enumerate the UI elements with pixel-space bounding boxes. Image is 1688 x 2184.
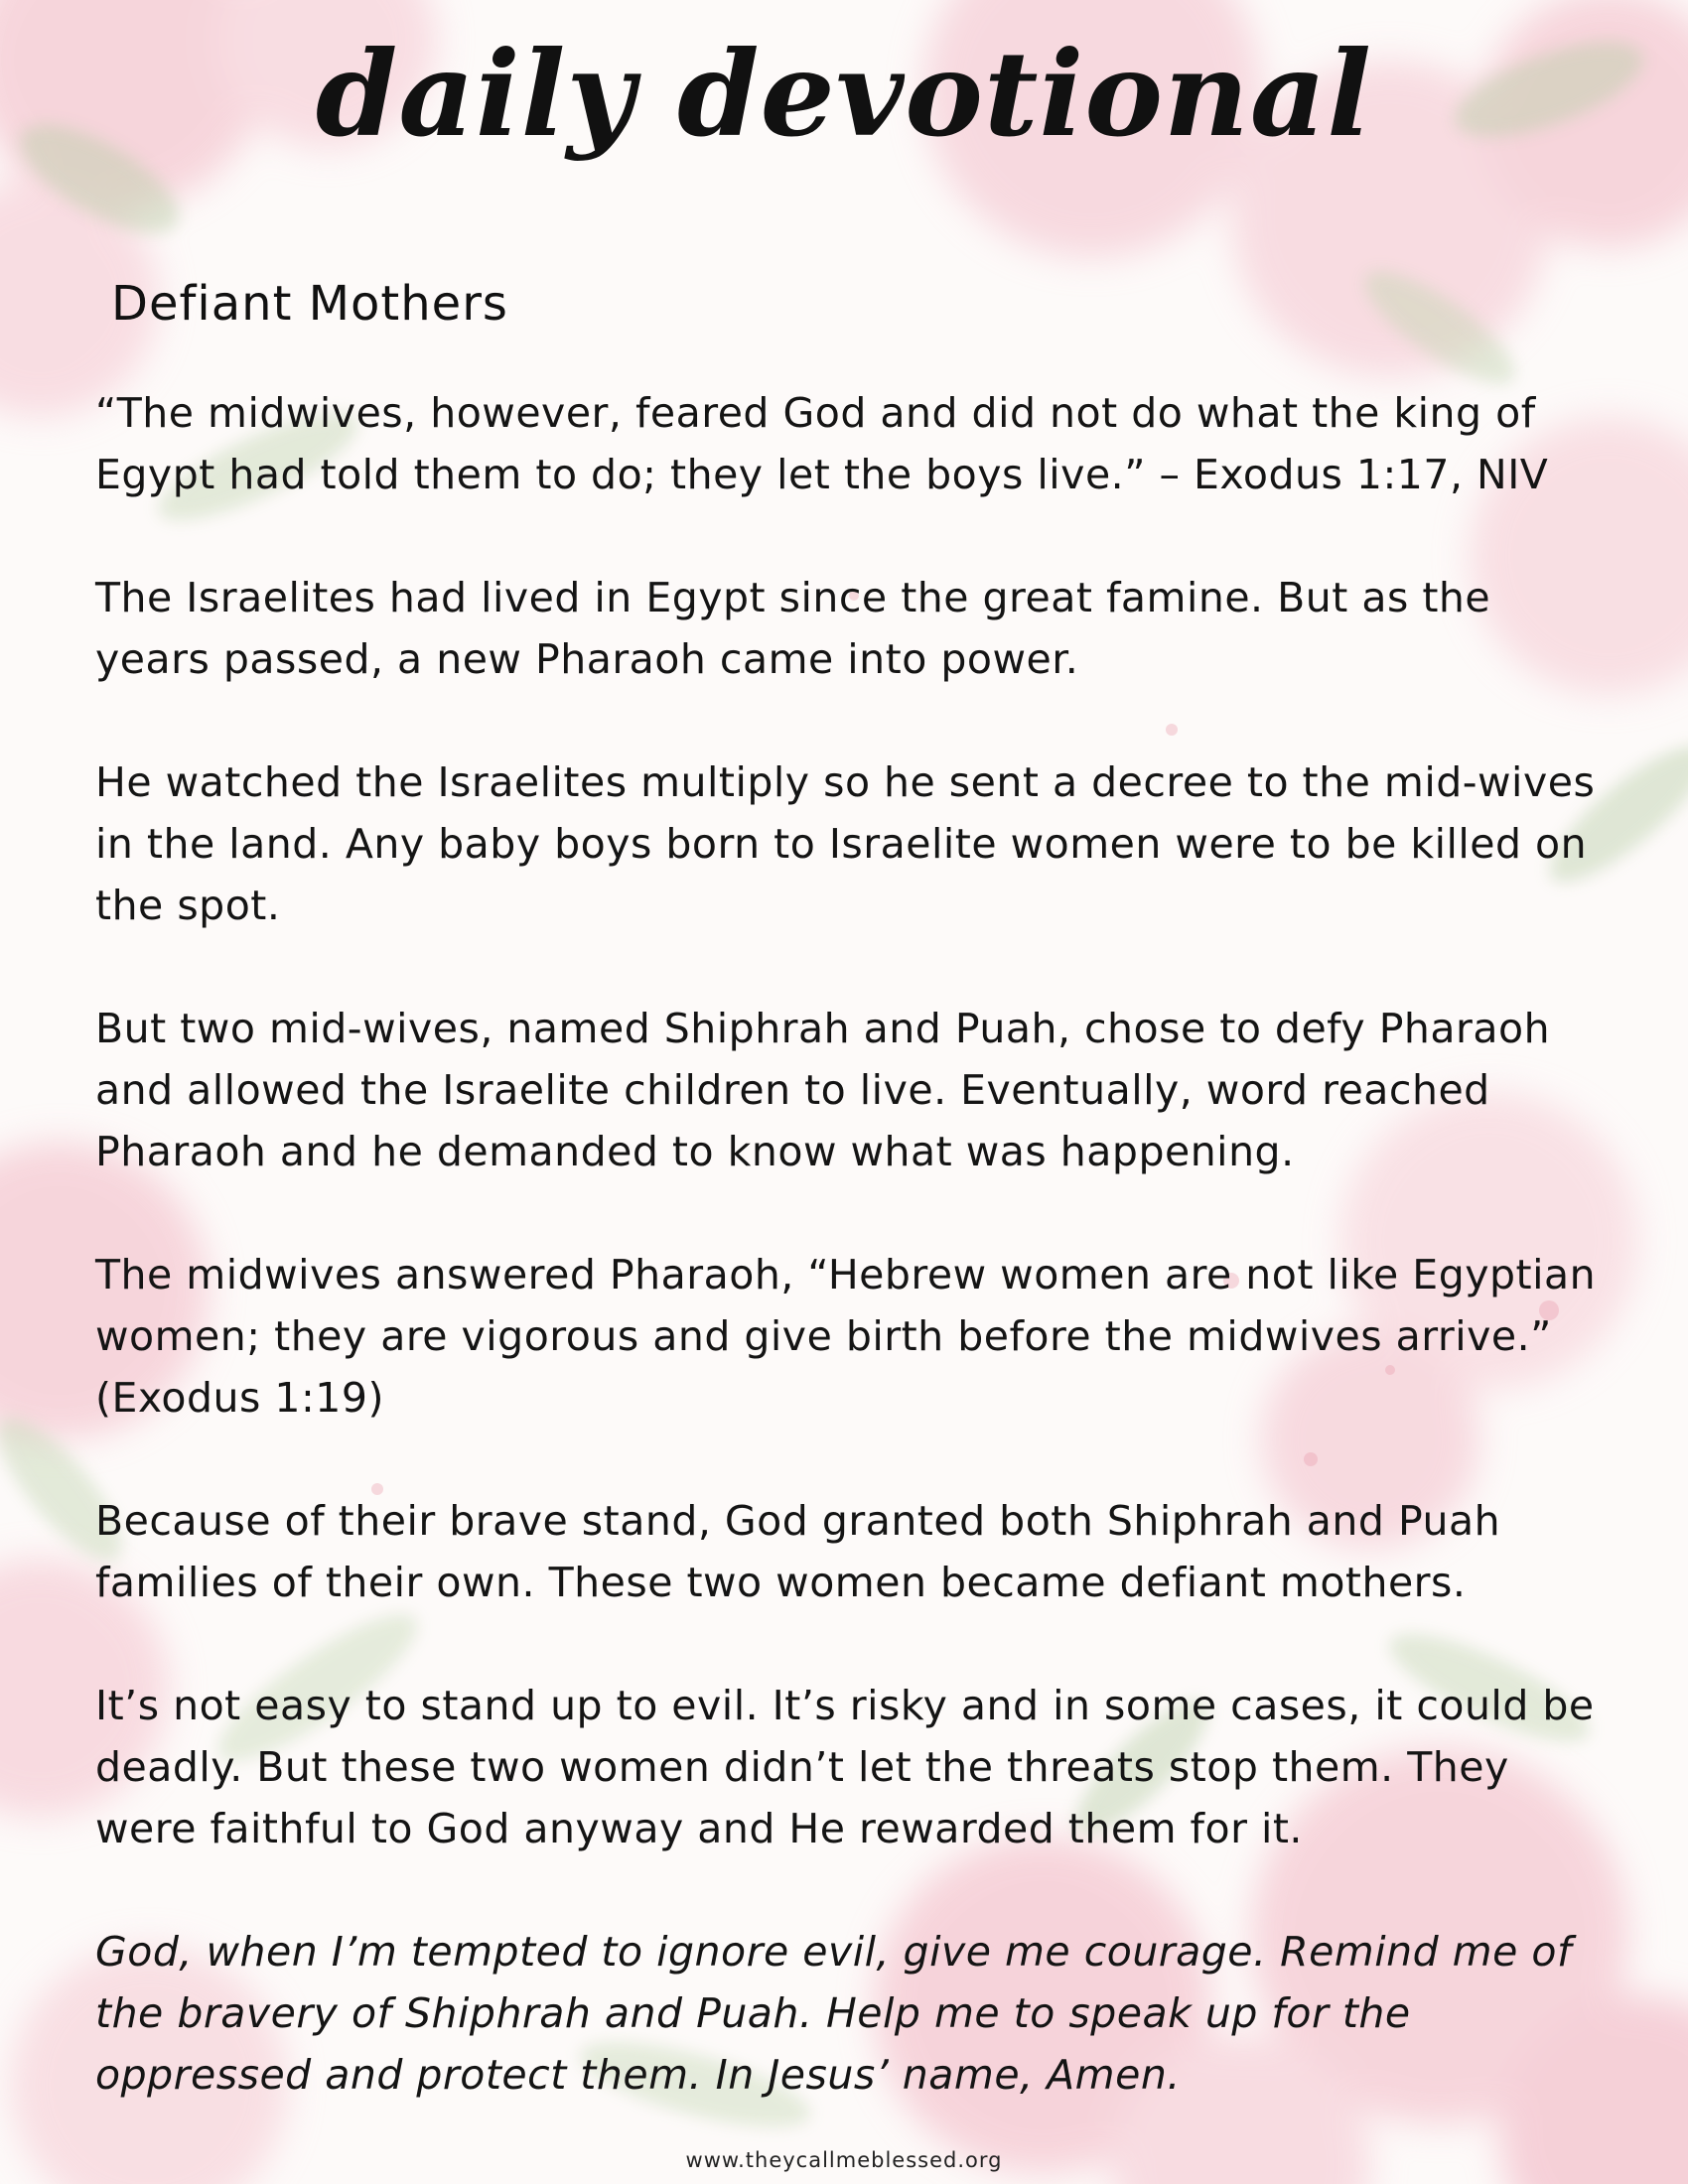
devotional-heading: Defiant Mothers: [111, 276, 508, 332]
scripture-quote: “The midwives, however, feared God and did not do what the king of Egypt had told them to do; they let the boys live.” – Exodus 1:17, NIV: [95, 389, 1549, 498]
page-title: daily devotional: [315, 25, 1373, 163]
body-paragraph: But two mid-wives, named Shiphrah and Puah, chose to defy Pharaoh and allowed the Israelite children to live. Eventually, word reached Pharaoh and he demanded to know what was happening.: [95, 1005, 1551, 1175]
body-paragraph: It’s not easy to stand up to evil. It’s risky and in some cases, it could be deadly. But these two women didn’t let the threats stop them. They were faithful to God anyway and He rewarded them for it.: [95, 1682, 1595, 1852]
body-paragraph: The midwives answered Pharaoh, “Hebrew women are not like Egyptian women; they are vigorous and give birth before the midwives arrive.” (Exodus 1:19): [95, 1251, 1597, 1422]
body-paragraph: He watched the Israelites multiply so he sent a decree to the mid-wives in the land. Any baby boys born to Israelite women were to be killed on the spot.: [95, 758, 1596, 929]
body-paragraph: Because of their brave stand, God granted both Shiphrah and Puah families of their own. These two women became defiant mothers.: [95, 1497, 1501, 1606]
prayer-paragraph: God, when I’m tempted to ignore evil, give me courage. Remind me of the bravery of Shiphrah and Puah. Help me to speak up for the oppressed and protect them. In Jesus’ name, Amen.: [95, 1928, 1572, 2099]
website-footer[interactable]: www.theycallmeblessed.org: [685, 2148, 1003, 2172]
body-paragraph: The Israelites had lived in Egypt since the great famine. But as the years passed, a new Pharaoh came into power.: [95, 574, 1491, 683]
devotional-body: [95, 382, 1605, 2106]
